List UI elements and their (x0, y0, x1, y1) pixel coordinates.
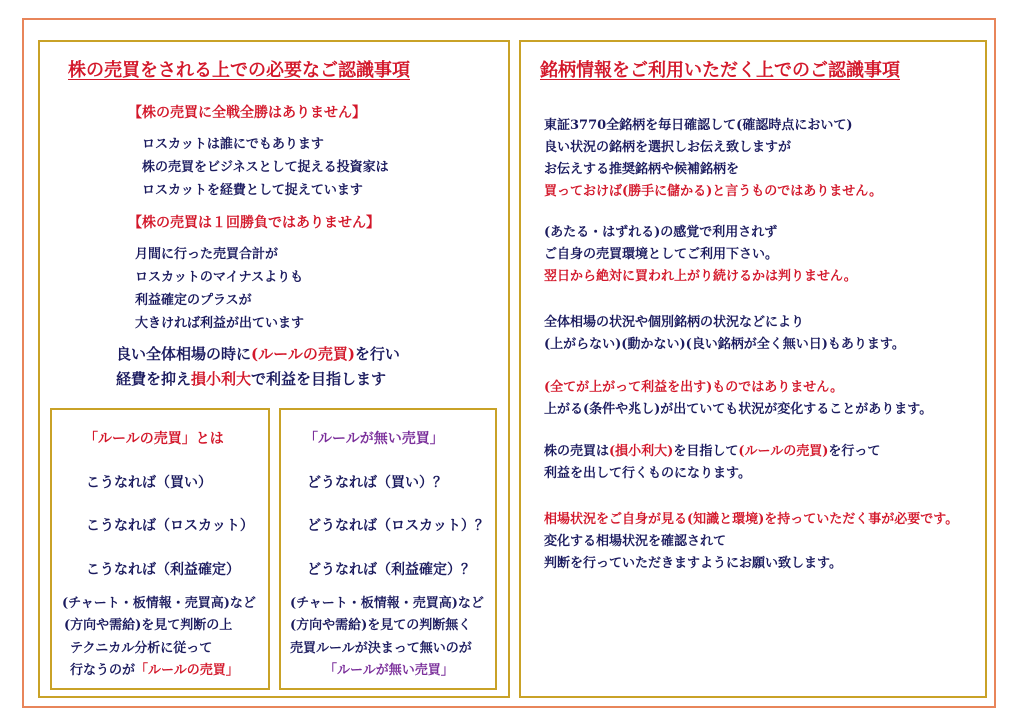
b5-d: (ルールの売買) (738, 444, 829, 459)
b5-c: を目指して (673, 444, 739, 459)
norule-item-3: どうなれば（利益確定）？ (307, 562, 475, 578)
summary-2-a: 経費を抑え (116, 370, 192, 388)
rule-item-2: こうなれば（ロスカット） (86, 518, 254, 534)
right-b3-line-1: 全体相場の状況や個別銘柄の状況などにより (544, 315, 805, 330)
summary-2-b: 損小利大 (191, 370, 252, 388)
right-b6-line-1: 変化する相場状況を確認されて (544, 534, 727, 549)
right-b5-line-1 (544, 444, 880, 460)
right-panel (519, 40, 987, 698)
rule-desc-2: (方向や需給)を見て判断の上 (64, 618, 233, 633)
norule-desc-2: (方向や需給)を見ての判断無く (290, 618, 472, 633)
left-summary-2 (116, 370, 386, 388)
left-heading-2: 【株の売買は１回勝負ではありません】 (128, 215, 380, 231)
right-b4-red: (全てが上がって利益を出す)ものではありません。 (544, 380, 844, 395)
right-title: 銘柄情報をご利用いただく上でのご認識事項 (540, 60, 900, 81)
left-p1-line-3: ロスカットを経費として捉えています (142, 183, 363, 198)
norule-item-1: どうなれば（買い）？ (307, 475, 447, 491)
rule-item-3: こうなれば（利益確定） (86, 562, 240, 578)
rule-desc-4 (70, 663, 239, 679)
b5-a: 株の売買は (544, 444, 610, 459)
left-p1-line-1: ロスカットは誰にでもあります (142, 137, 324, 152)
rule-title: 「ルールの売買」とは (84, 431, 224, 447)
summary-1-c: を行い (354, 345, 400, 363)
norule-desc-3: 売買ルールが決まって無いのが (290, 641, 472, 656)
right-b3-line-2: (上がらない)(動かない)(良い銘柄が全く無い日)もあります。 (544, 337, 905, 352)
right-b1-line-1: 東証3770全銘柄を毎日確認して(確認時点において) (544, 118, 853, 133)
left-summary-1 (116, 345, 400, 363)
right-b6-line-2: 判断を行っていただきますようにお願い致します。 (544, 556, 842, 571)
right-b6-red: 相場状況をご自身が見る(知識と環境)を持っていただく事が必要です。 (544, 512, 959, 527)
norule-desc-1: (チャート・板情報・売買高)など (290, 596, 484, 611)
rule-desc-3: テクニカル分析に従って (70, 641, 213, 656)
right-b5-line-2: 利益を出して行くものになります。 (544, 466, 751, 481)
right-b2-line-2: ご自身の売買環境としてご利用下さい。 (544, 247, 779, 262)
left-p2-line-4: 大きければ利益が出ています (135, 316, 305, 331)
rule-last-a: 行なうのが (70, 663, 136, 678)
left-p2-line-1: 月間に行った売買合計が (135, 247, 279, 262)
b5-e: を行って (828, 444, 881, 459)
norule-last: 「ルールが無い売買」 (324, 663, 454, 678)
right-b1-red: 買っておけば(勝手に儲かる)と言うものではありません。 (544, 184, 883, 199)
summary-1-b: (ルールの売買) (251, 345, 355, 363)
right-b2-red: 翌日から絶対に買われ上がり続けるかは判りません。 (544, 269, 857, 284)
left-heading-1: 【株の売買に全戦全勝はありません】 (128, 105, 366, 121)
rule-last-b: 「ルールの売買」 (135, 663, 239, 678)
left-p1-line-2: 株の売買をビジネスとして捉える投資家は (142, 160, 389, 175)
norule-title: 「ルールが無い売買」 (304, 431, 444, 447)
right-b1-line-3: お伝えする推奨銘柄や候補銘柄を (544, 162, 740, 177)
summary-1-a: 良い全体相場の時に (116, 345, 252, 363)
summary-2-c: で利益を目指します (251, 370, 387, 388)
right-b2-line-1: (あたる・はずれる)の感覚で利用されず (544, 225, 778, 240)
right-b1-line-2: 良い状況の銘柄を選択しお伝え致しますが (544, 140, 792, 155)
b5-b: (損小利大) (609, 444, 674, 459)
rule-item-1: こうなれば（買い） (86, 475, 212, 491)
rule-desc-1: (チャート・板情報・売買高)など (62, 596, 256, 611)
norule-item-2: どうなれば（ロスカット）？ (307, 518, 489, 534)
right-b4-line: 上がる(条件や兆し)が出ていても状況が変化することがあります。 (544, 402, 933, 417)
left-p2-line-3: 利益確定のプラスが (135, 293, 252, 308)
left-title: 株の売買をされる上での必要なご認識事項 (68, 60, 410, 81)
left-p2-line-2: ロスカットのマイナスよりも (135, 270, 304, 285)
